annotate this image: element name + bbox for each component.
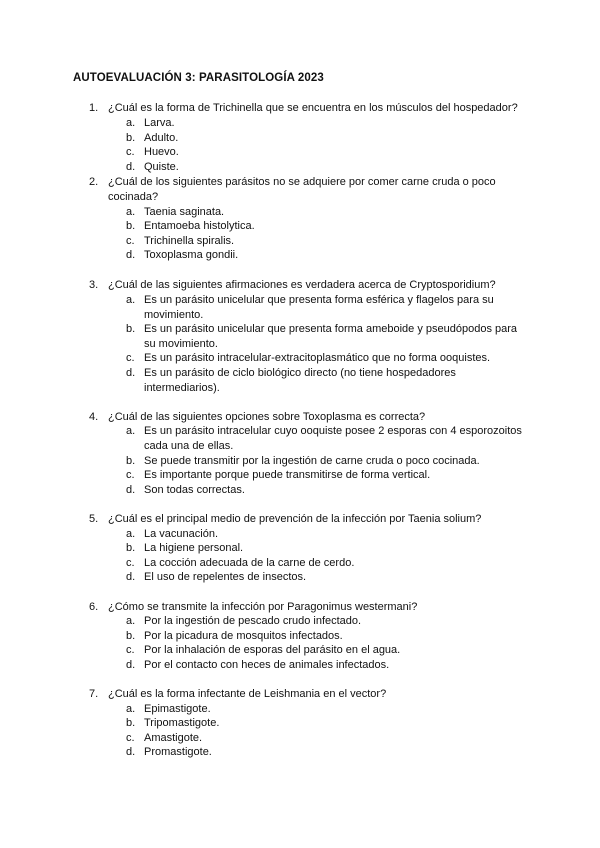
question-number: 6. bbox=[89, 601, 99, 613]
question-text: ¿Cuál de las siguientes opciones sobre Toxoplasma es correcta? bbox=[108, 411, 426, 423]
option-text: Por el contacto con heces de animales infectados. bbox=[144, 659, 390, 671]
question-text: ¿Cuál es la forma infectante de Leishmania en el vector? bbox=[108, 688, 387, 700]
question-number: 4. bbox=[89, 411, 99, 423]
option-text: La higiene personal. bbox=[144, 542, 244, 554]
option-letter: a. bbox=[126, 425, 136, 437]
option-letter: c. bbox=[126, 352, 135, 364]
option-text: Por la inhalación de esporas del parásito en el agua. bbox=[144, 644, 401, 656]
option-text: La cocción adecuada de la carne de cerdo. bbox=[144, 557, 355, 569]
option-text: Trichinella spiralis. bbox=[144, 235, 235, 247]
question-number: 2. bbox=[89, 176, 99, 188]
question-text: ¿Cómo se transmite la infección por Paragonimus westermani? bbox=[108, 601, 418, 613]
option-letter: a. bbox=[126, 528, 136, 540]
option-text: Amastigote. bbox=[144, 732, 203, 744]
option-text: Toxoplasma gondii. bbox=[144, 249, 239, 261]
question-text: ¿Cuál de los siguientes parásitos no se adquiere por comer carne cruda o poco cocinada? bbox=[108, 176, 496, 203]
option-letter: c. bbox=[126, 644, 135, 656]
question-number: 3. bbox=[89, 279, 99, 291]
option-text: Es un parásito unicelular que presenta forma ameboide y pseudópodos para su movimiento. bbox=[144, 323, 518, 350]
option-letter: b. bbox=[126, 542, 136, 554]
option-letter: b. bbox=[126, 630, 136, 642]
option-letter: a. bbox=[126, 206, 136, 218]
page-title: AUTOEVALUACIÓN 3: PARASITOLOGÍA 2023 bbox=[73, 72, 324, 84]
option-letter: a. bbox=[126, 294, 136, 306]
option-text: Es un parásito intracelular cuyo ooquiste posee 2 esporas con 4 esporozoitos cada una de ellas. bbox=[144, 425, 522, 452]
option-text: La vacunación. bbox=[144, 528, 218, 540]
question-number: 7. bbox=[89, 688, 99, 700]
option-letter: c. bbox=[126, 146, 135, 158]
option-letter: d. bbox=[126, 571, 136, 583]
option-letter: d. bbox=[126, 367, 136, 379]
option-text: Por la ingestión de pescado crudo infectado. bbox=[144, 615, 362, 627]
option-letter: d. bbox=[126, 161, 136, 173]
question-number: 1. bbox=[89, 102, 99, 114]
question-text: ¿Cuál es el principal medio de prevención de la infección por Taenia solium? bbox=[108, 513, 482, 525]
question-text: ¿Cuál es la forma de Trichinella que se encuentra en los músculos del hospedador? bbox=[108, 102, 518, 114]
option-text: Tripomastigote. bbox=[144, 717, 220, 729]
option-letter: c. bbox=[126, 732, 135, 744]
option-letter: b. bbox=[126, 220, 136, 232]
option-letter: c. bbox=[126, 469, 135, 481]
option-letter: d. bbox=[126, 484, 136, 496]
option-text: Promastigote. bbox=[144, 746, 212, 758]
option-text: Taenia saginata. bbox=[144, 206, 225, 218]
option-letter: c. bbox=[126, 557, 135, 569]
option-letter: c. bbox=[126, 235, 135, 247]
option-text: Es importante porque puede transmitirse de forma vertical. bbox=[144, 469, 431, 481]
option-text: Es un parásito intracelular-extracitoplasmático que no forma ooquistes. bbox=[144, 352, 491, 364]
option-text: El uso de repelentes de insectos. bbox=[144, 571, 307, 583]
option-text: Epimastigote. bbox=[144, 703, 211, 715]
option-letter: d. bbox=[126, 746, 136, 758]
option-letter: a. bbox=[126, 703, 136, 715]
option-text: Por la picadura de mosquitos infectados. bbox=[144, 630, 343, 642]
option-text: Quiste. bbox=[144, 161, 179, 173]
question-text: ¿Cuál de las siguientes afirmaciones es verdadera acerca de Cryptosporidium? bbox=[108, 279, 496, 291]
option-letter: b. bbox=[126, 455, 136, 467]
option-letter: d. bbox=[126, 659, 136, 671]
option-letter: b. bbox=[126, 717, 136, 729]
option-text: Es un parásito unicelular que presenta forma esférica y flagelos para su movimiento. bbox=[144, 294, 494, 321]
option-text: Es un parásito de ciclo biológico directo (no tiene hospedadores intermediarios). bbox=[144, 367, 456, 394]
option-text: Adulto. bbox=[144, 132, 179, 144]
option-text: Huevo. bbox=[144, 146, 179, 158]
option-letter: b. bbox=[126, 323, 136, 335]
option-letter: d. bbox=[126, 249, 136, 261]
option-letter: a. bbox=[126, 117, 136, 129]
option-letter: b. bbox=[126, 132, 136, 144]
option-text: Entamoeba histolytica. bbox=[144, 220, 255, 232]
option-letter: a. bbox=[126, 615, 136, 627]
option-text: Se puede transmitir por la ingestión de carne cruda o poco cocinada. bbox=[144, 455, 480, 467]
option-text: Larva. bbox=[144, 117, 175, 129]
option-text: Son todas correctas. bbox=[144, 484, 245, 496]
question-number: 5. bbox=[89, 513, 99, 525]
